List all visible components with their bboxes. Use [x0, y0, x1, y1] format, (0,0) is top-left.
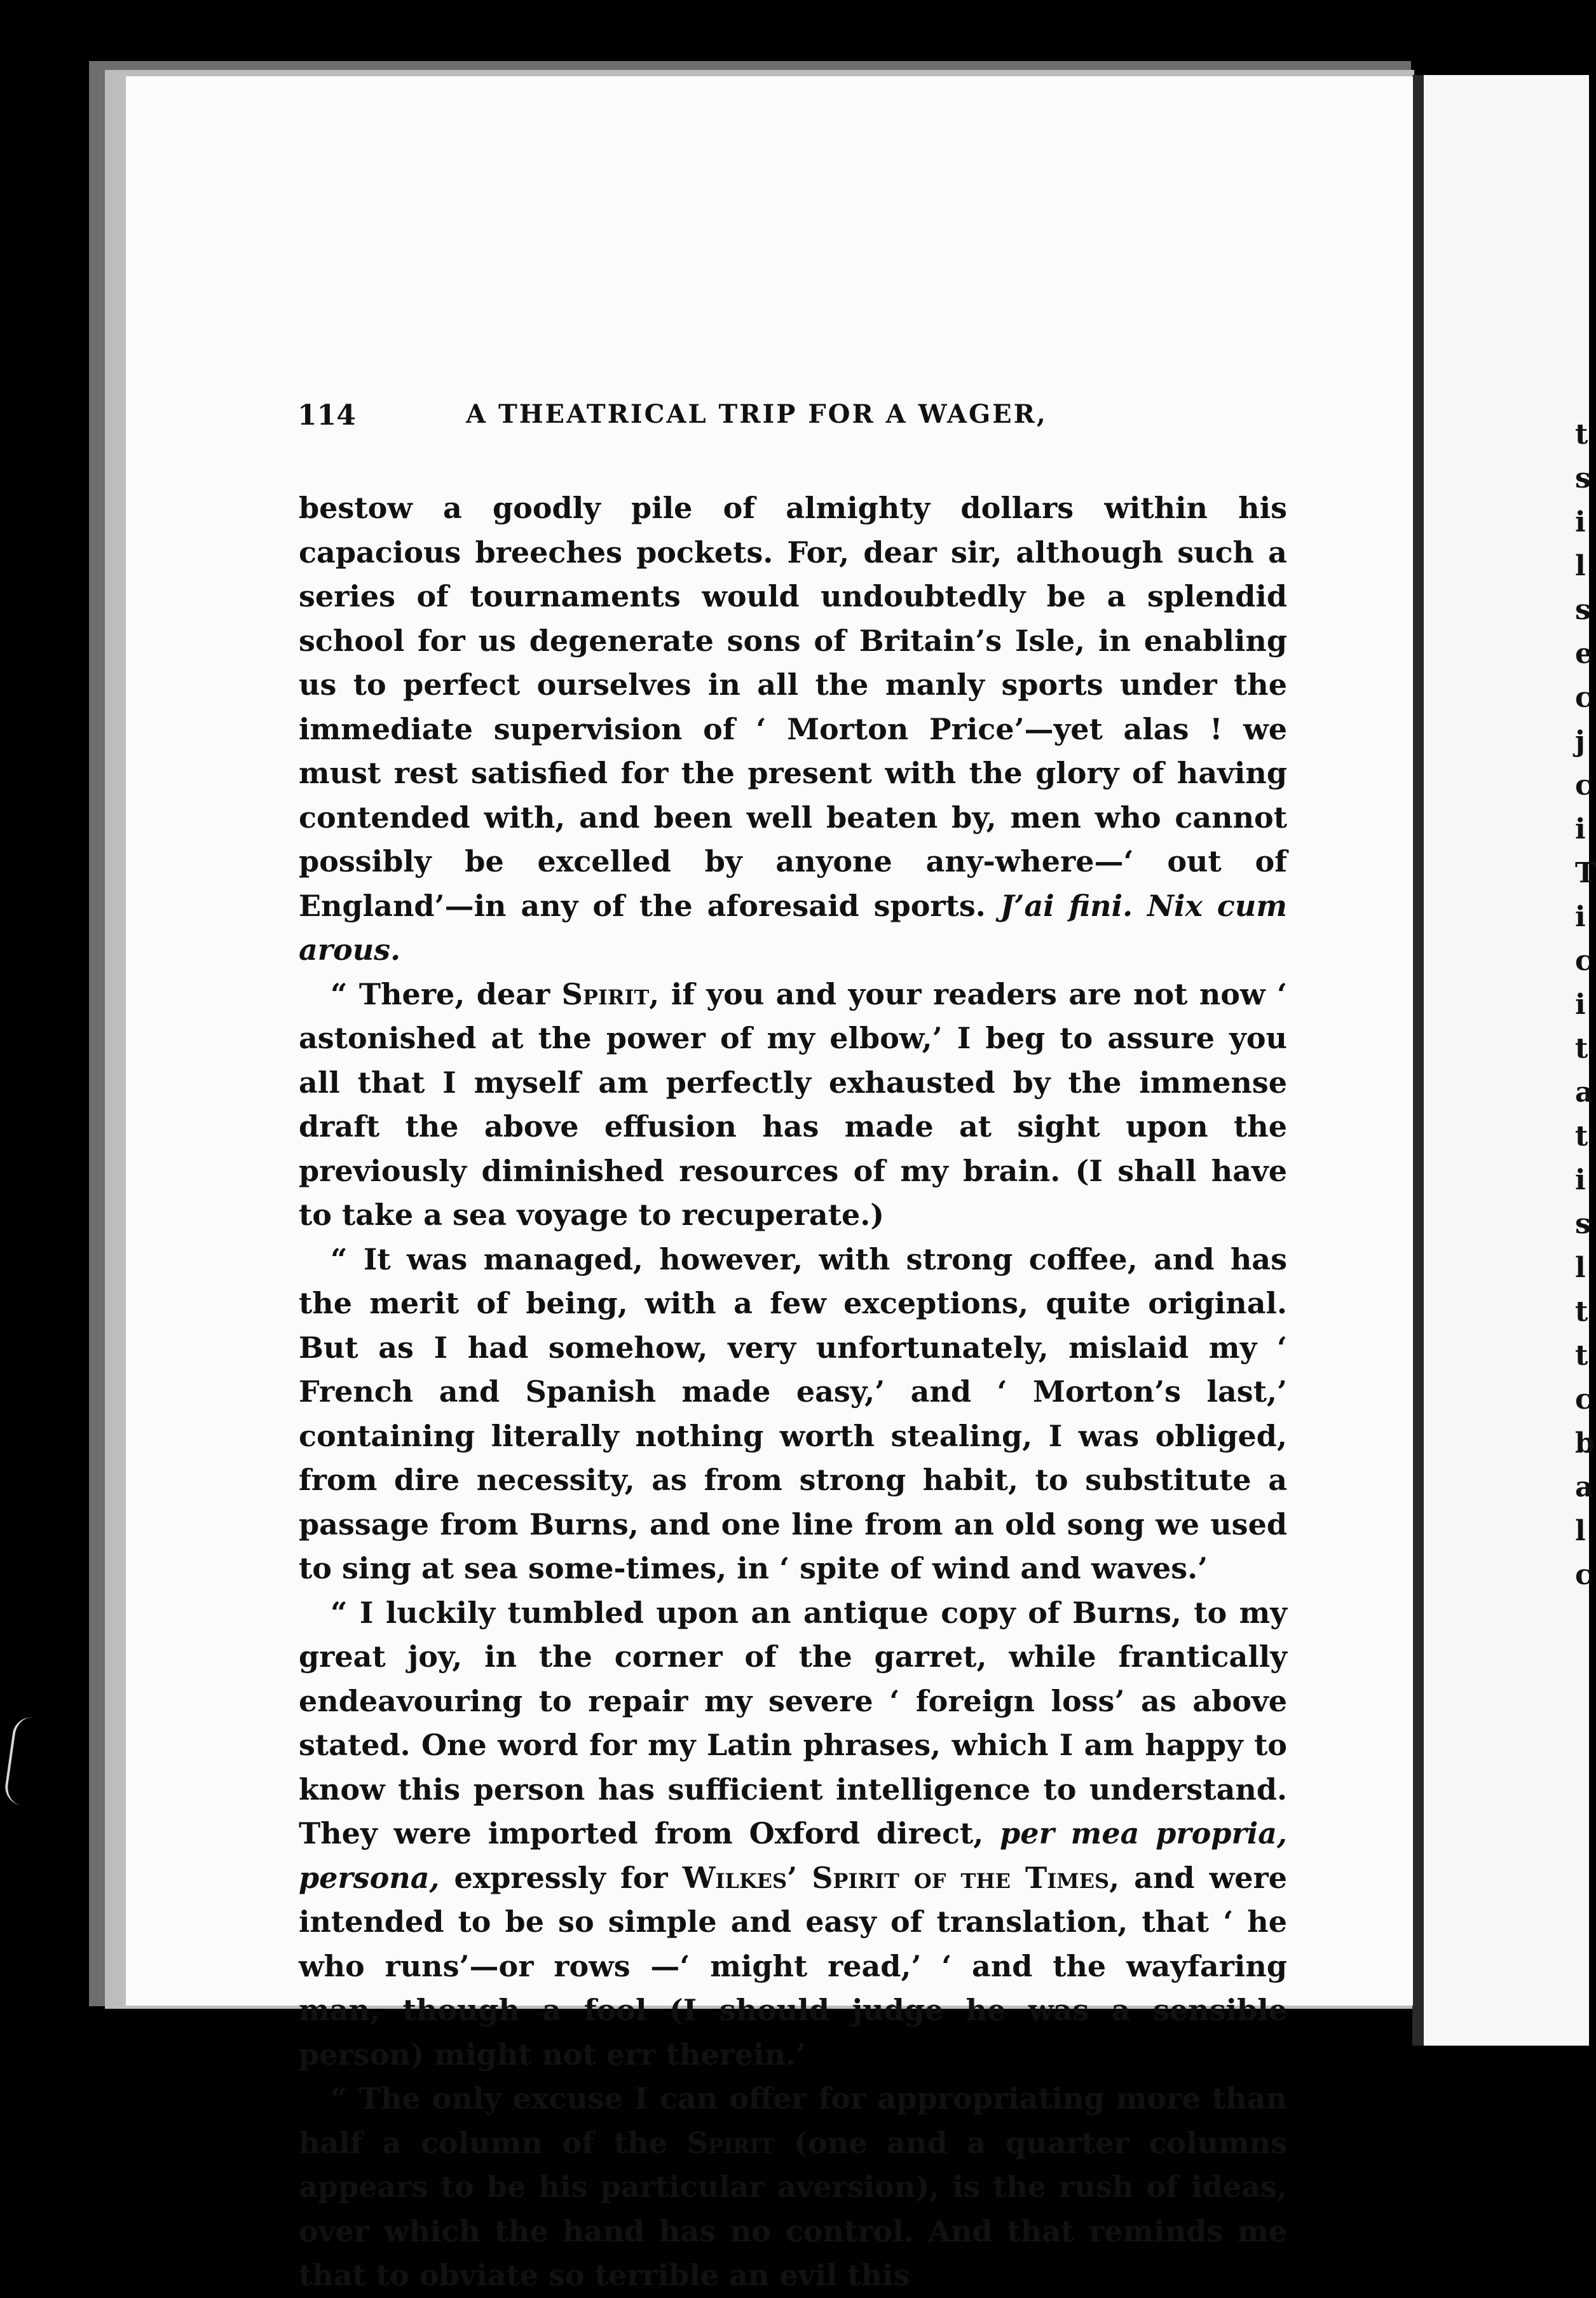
facing-page-sliver: [1424, 75, 1596, 2046]
text-segment: , and were intended to be so simple and easy of translation, that ‘ he who runs’—or rows —‘ might read,’ ‘ and the wayfaring man, though a fool (I should judge he was a sensible person) might not err therein.’: [299, 1860, 1288, 2072]
text-segment: “ It was managed, however, with strong coffee, and has the merit of being, with a few exceptions, quite original. But as I had somehow, very unfortunately, mislaid my ‘ French and Spanish made easy,’ and ‘ Morton’s last,’ containing literally nothing worth stealing, I was obliged, from dire necessity, as from strong habit, to substitute a passage from Burns, and one line from an old song we used to sing at sea some-times, in ‘ spite of wind and waves.’: [299, 1241, 1287, 1585]
facing-page-char: t: [1575, 1296, 1588, 1328]
facing-page-char: b: [1575, 1427, 1595, 1460]
italic-phrase: per mea propria, persona,: [299, 1816, 1288, 1895]
facing-page-char: t: [1575, 418, 1588, 451]
binding-mark: [3, 1715, 43, 1807]
small-caps-phrase: Wilkes’ Spirit of the Times: [682, 1860, 1110, 1895]
running-title: A THEATRICAL TRIP FOR A WAGER,: [466, 399, 1047, 429]
paragraph: [299, 1591, 1287, 2077]
facing-page-char: c: [1575, 945, 1592, 977]
text-segment: “ The only excuse I can offer for appropriating more than half a column of the: [299, 2081, 1287, 2160]
paragraph: [299, 1238, 1287, 1591]
facing-page-char: a: [1575, 1076, 1593, 1109]
paragraph: [299, 486, 1287, 973]
facing-page-char: s: [1575, 462, 1591, 495]
text-segment: “ There, dear: [331, 976, 562, 1011]
facing-page-char: c: [1575, 1383, 1592, 1416]
facing-page-char: i: [1575, 901, 1586, 933]
facing-page-char: c: [1575, 681, 1592, 714]
facing-page-char: i: [1575, 813, 1586, 845]
page-number: 114: [297, 399, 356, 432]
paragraph: [299, 2077, 1287, 2298]
facing-page-char: c: [1575, 769, 1592, 802]
facing-page-char: i: [1575, 988, 1586, 1021]
text-segment: expressly for: [439, 1860, 683, 1895]
small-caps-phrase: Spirit: [561, 976, 650, 1011]
facing-page-char: t: [1575, 1032, 1588, 1065]
italic-phrase: J’ai fini. Nix cum arous.: [299, 888, 1288, 967]
small-caps-phrase: Spirit: [686, 2125, 775, 2160]
facing-page-char: e: [1575, 638, 1593, 670]
text-segment: “ I luckily tumbled upon an antique copy of Burns, to my great joy, in the corner of the garret, while frantically endeavouring to repair my severe ‘ foreign loss’ as above stated. One word for my Latin phrases, which I am happy to know this person has sufficient intelligence to understand. They were imported from Oxford direct,: [299, 1595, 1287, 1850]
facing-page-char: l: [1575, 1252, 1586, 1284]
facing-page-char: a: [1575, 1471, 1593, 1503]
text-segment: , if you and your readers are not now ‘ astonished at the power of my elbow,’ I beg to assure you all that I myself am perfectly exhausted by the immense draft the above effusion has made at sight upon the previously diminished resources of my brain. (I shall have to take a sea voyage to recuperate.): [299, 976, 1288, 1232]
facing-page-char: c: [1575, 1559, 1592, 1591]
facing-page-char: t: [1575, 1339, 1588, 1372]
text-segment: bestow a goodly pile of almighty dollars within his capacious breeches pockets. For, dear sir, although such a series of tournaments would undoubtedly be a splendid school for us degenerate sons of Britain’s Isle, in enabling us to perfect ourselves in all the manly sports under the immediate supervision of ‘ Morton Price’—yet alas ! we must rest satisfied for the present with the glory of having contended with, and been well beaten by, men who cannot possibly be excelled by anyone any-where—‘ out of England’—in any of the aforesaid sports.: [299, 491, 1287, 923]
book-page: [126, 76, 1413, 2292]
facing-page-char: T: [1575, 857, 1596, 889]
facing-page-char: i: [1575, 506, 1586, 538]
facing-page-char: l: [1575, 550, 1586, 582]
body-text: [299, 486, 1287, 2298]
paragraph: [299, 973, 1287, 1238]
running-head: [297, 399, 1232, 444]
facing-page-char: s: [1575, 1208, 1591, 1240]
book-spine: [1412, 75, 1424, 2046]
facing-page-char: l: [1575, 1515, 1586, 1547]
facing-page-char: i: [1575, 1164, 1586, 1196]
text-segment: (one and a quarter columns appears to be his particular aversion), is the rush of ideas, over which the hand has no control. And that reminds me that to obviate so terrible an evil this: [299, 2125, 1287, 2292]
facing-page-char: s: [1575, 594, 1591, 626]
facing-page-char: t: [1575, 1120, 1588, 1152]
facing-page-char: j: [1575, 725, 1585, 758]
